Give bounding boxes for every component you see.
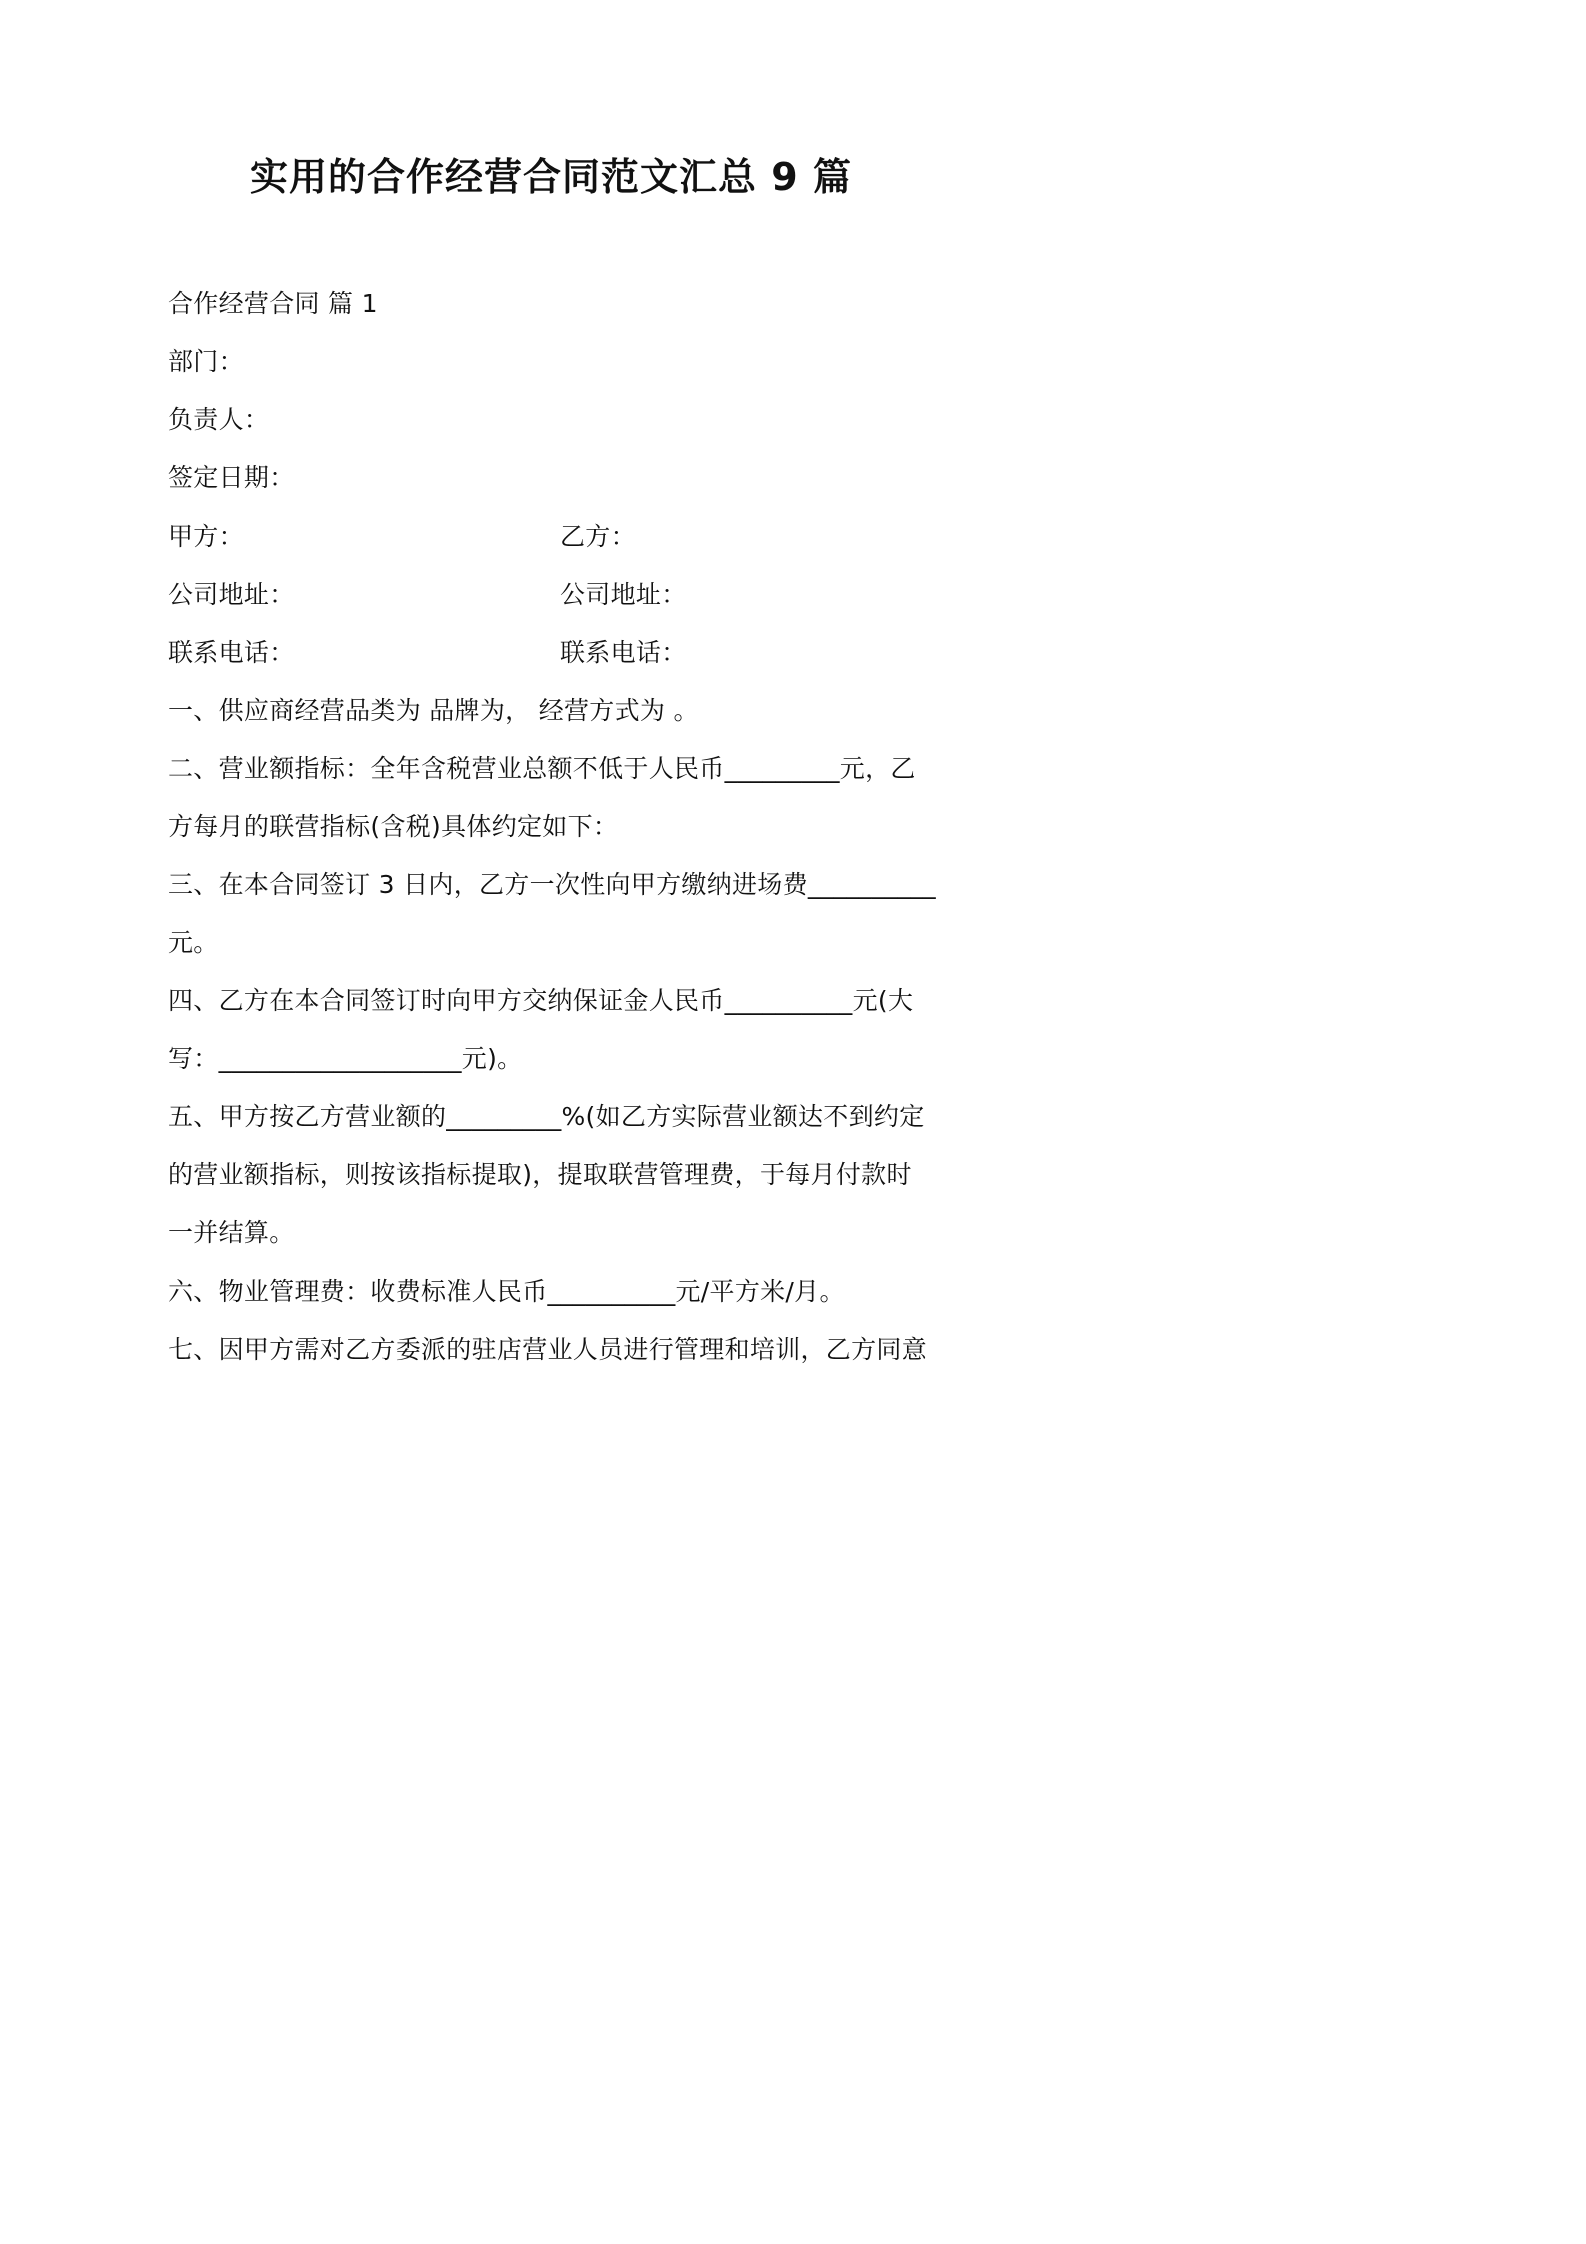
- clause-line: 五、甲方按乙方营业额的_________%(如乙方实际营业额达不到约定: [168, 1102, 925, 1131]
- section-heading: 合作经营合同 篇 1: [168, 289, 378, 318]
- clause-line: 的营业额指标，则按该指标提取)，提取联营管理费，于每月付款时: [168, 1160, 912, 1189]
- clause-line: 一、供应商经营品类为 品牌为， 经营方式为 。: [168, 696, 699, 725]
- party-b-field-label: 乙方：: [560, 522, 636, 551]
- clause-line: 方每月的联营指标(含税)具体约定如下：: [168, 812, 619, 841]
- party-b-phone-field-label: 联系电话：: [560, 638, 687, 667]
- clause-line: 六、物业管理费：收费标准人民币__________元/平方米/月。: [168, 1277, 845, 1306]
- clause-line: 二、营业额指标：全年含税营业总额不低于人民币_________元，乙: [168, 754, 916, 783]
- clause-line: 三、在本合同签订 3 日内，乙方一次性向甲方缴纳进场费__________: [168, 870, 936, 899]
- document-title: 实用的合作经营合同范文汇总 9 篇: [250, 155, 852, 199]
- party-a-address-field-label: 公司地址：: [168, 580, 295, 609]
- party-a-phone-field-label: 联系电话：: [168, 638, 295, 667]
- clause-line: 写：___________________元)。: [168, 1044, 523, 1073]
- party-b-address-field-label: 公司地址：: [560, 580, 687, 609]
- clause-line: 一并结算。: [168, 1218, 295, 1247]
- person-in-charge-field-label: 负责人：: [168, 405, 270, 434]
- clause-line: 四、乙方在本合同签订时向甲方交纳保证金人民币__________元(大: [168, 986, 914, 1015]
- party-a-field-label: 甲方：: [168, 522, 244, 551]
- clause-line: 七、因甲方需对乙方委派的驻店营业人员进行管理和培训，乙方同意: [168, 1335, 928, 1364]
- clause-line: 元。: [168, 928, 219, 957]
- signing-date-field-label: 签定日期：: [168, 463, 295, 492]
- department-field-label: 部门：: [168, 347, 244, 376]
